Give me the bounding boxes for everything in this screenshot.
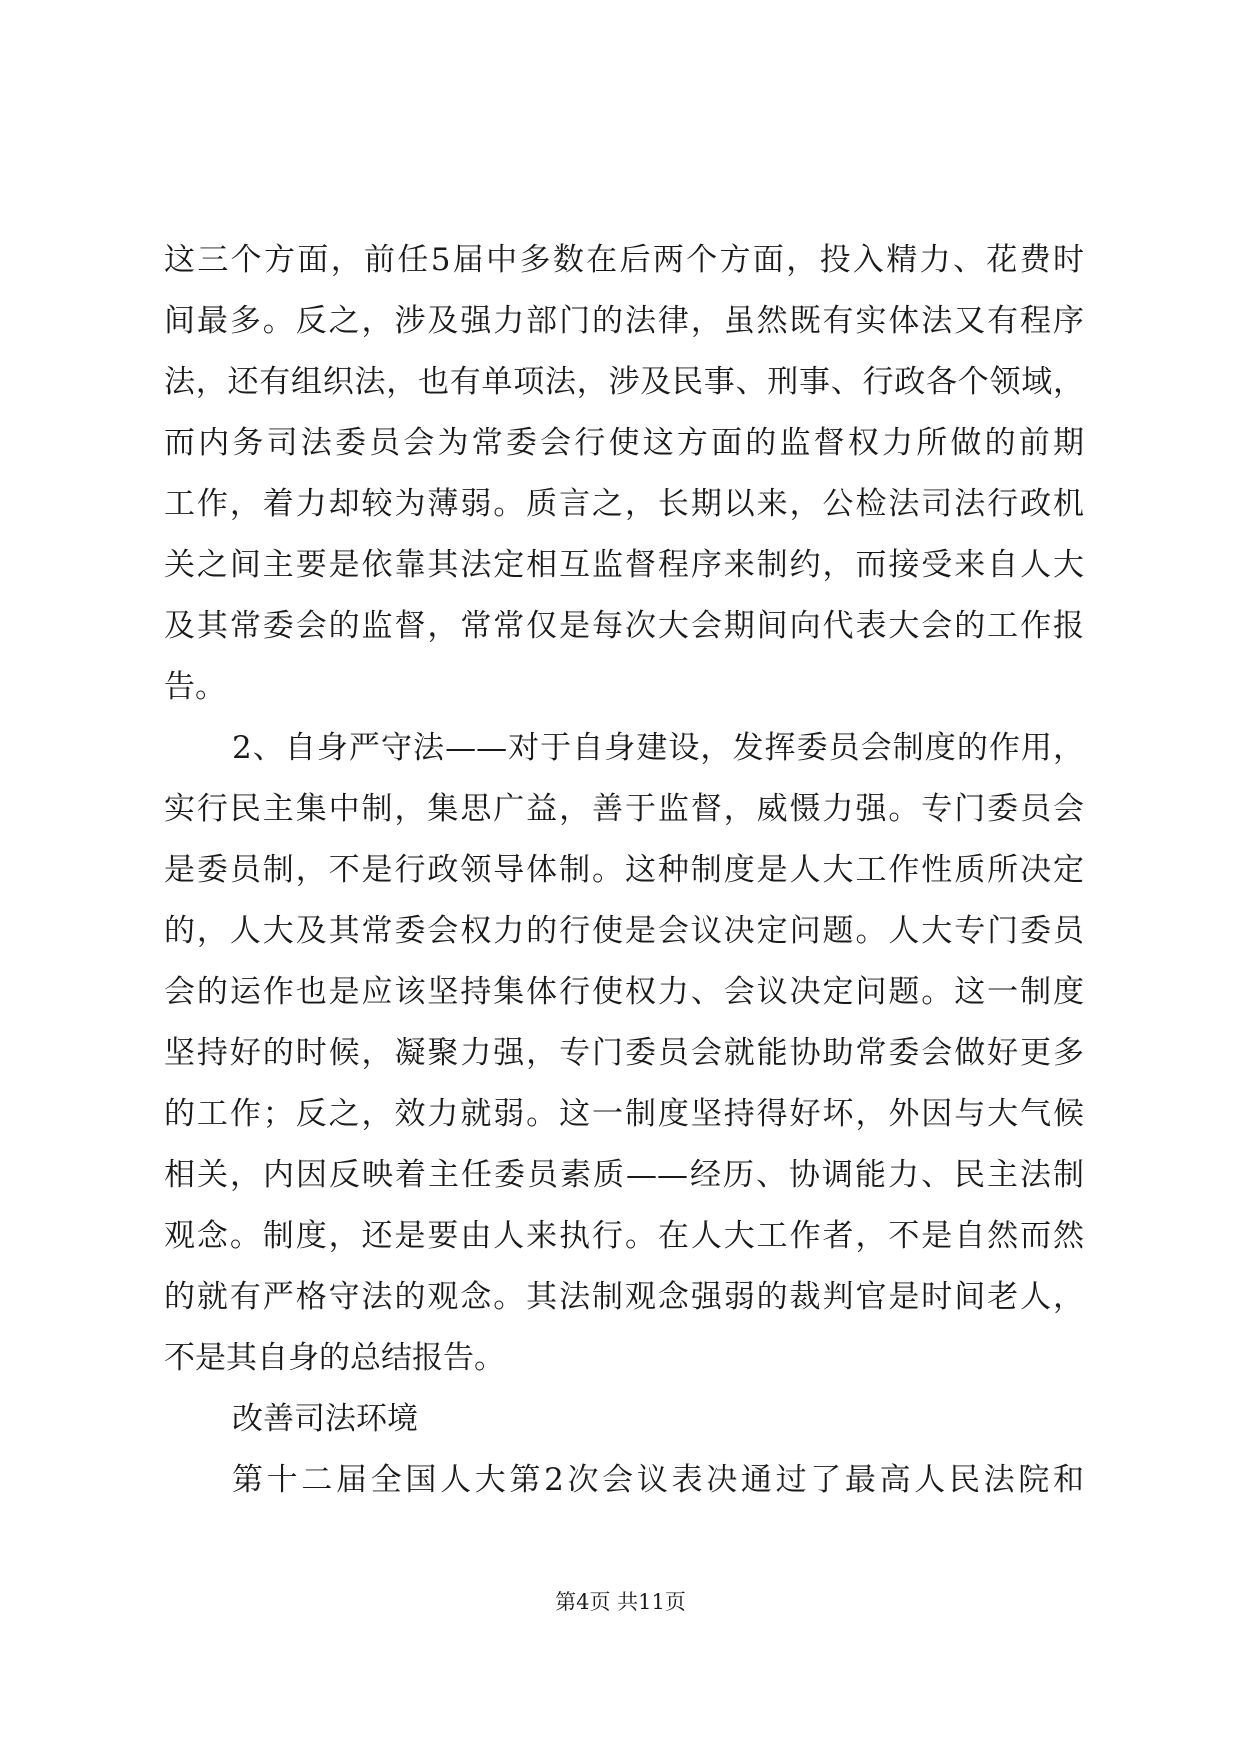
text-line: 的工作；反之，效力就弱。这一制度坚持得好坏，外因与大气候: [164, 1096, 1084, 1132]
text-line: 会的运作也是应该坚持集体行使权力、会议决定问题。这一制度: [164, 974, 1084, 1010]
text-line: 间最多。反之，涉及强力部门的法律，虽然既有实体法又有程序: [164, 303, 1084, 339]
text-line: 实行民主集中制，集思广益，善于监督，威慑力强。专门委员会: [164, 791, 1084, 827]
text-line: 而内务司法委员会为常委会行使这方面的监督权力所做的前期: [164, 425, 1084, 461]
text-line: 这三个方面，前任5届中多数在后两个方面，投入精力、花费时: [164, 242, 1084, 278]
text-line: 的就有严格守法的观念。其法制观念强弱的裁判官是时间老人，: [164, 1279, 1084, 1315]
text-line: 不是其自身的总结报告。: [164, 1340, 505, 1376]
text-line: 关之间主要是依靠其法定相互监督程序来制约，而接受来自人大: [164, 547, 1084, 583]
text-line: 法，还有组织法，也有单项法，涉及民事、刑事、行政各个领域，: [164, 364, 1084, 400]
text-line: 及其常委会的监督，常常仅是每次大会期间向代表大会的工作报: [164, 608, 1084, 644]
text-line: 的，人大及其常委会权力的行使是会议决定问题。人大专门委员: [164, 913, 1084, 949]
text-line: 2、自身严守法——对于自身建设，发挥委员会制度的作用，: [232, 730, 1084, 766]
text-line: 告。: [164, 669, 226, 705]
page-number-footer: 第4页 共11页: [555, 1590, 686, 1614]
text-line: 是委员制，不是行政领导体制。这种制度是人大工作性质所决定: [164, 852, 1084, 888]
text-line: 工作，着力却较为薄弱。质言之，长期以来，公检法司法行政机: [164, 486, 1084, 522]
text-line: 坚持好的时候，凝聚力强，专门委员会就能协助常委会做好更多: [164, 1035, 1084, 1071]
text-line: 观念。制度，还是要由人来执行。在人大工作者，不是自然而然: [164, 1218, 1084, 1254]
text-line: 相关，内因反映着主任委员素质——经历、协调能力、民主法制: [164, 1157, 1084, 1193]
section-heading: 改善司法环境: [232, 1401, 418, 1437]
body-text: [164, 230, 1084, 1511]
text-line: 第十二届全国人大第2次会议表决通过了最高人民法院和: [232, 1462, 1084, 1498]
